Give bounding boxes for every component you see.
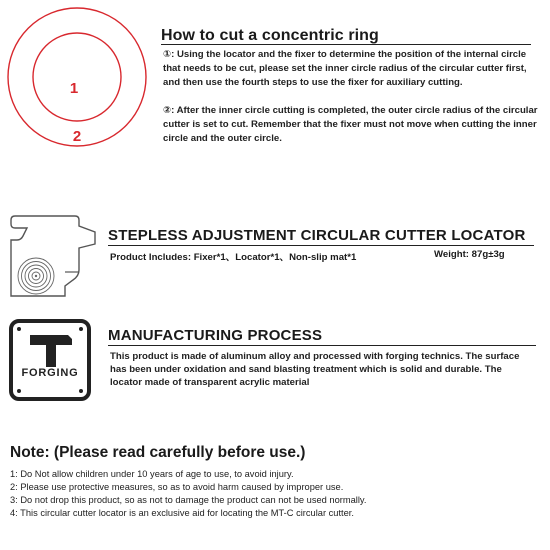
list-item: 4: This circular cutter locator is an exclusive aid for locating the MT-C circular cutter. (10, 508, 354, 518)
outer-circle-label: 2 (72, 128, 82, 145)
step-2-text: ②: After the inner circle cutting is completed, the outer circle radius of the circular cutter is set to cut. Remember that the fixer must not move when cutting the inner circle and the outer circle. (163, 105, 538, 144)
title-divider (161, 44, 531, 45)
list-item: 2: Please use protective measures, so as to avoid harm caused by improper use. (10, 482, 344, 492)
rivet-dot (17, 389, 21, 393)
forging-hammer-icon (9, 319, 91, 401)
rivet-dot (17, 327, 21, 331)
concentric-rings-diagram (6, 6, 148, 148)
title-divider (108, 245, 534, 246)
list-item: 1: Do Not allow children under 10 years of age to use, to avoid injury. (10, 469, 294, 479)
note-list (10, 468, 545, 520)
section-title-locator: STEPLESS ADJUSTMENT CIRCULAR CUTTER LOCATOR (108, 227, 526, 244)
list-item: 3: Do not drop this product, so as not to damage the product can not be used normally. (10, 495, 367, 505)
note-title: Note: (Please read carefully before use.) (10, 444, 306, 461)
rivet-dot (79, 327, 83, 331)
step-1-text: ①: Using the locator and the fixer to determine the position of the internal circle that needs to be cut, please set the inner circle radius of the circular cutter first, and then use the fourth steps to use the fixer for auxiliary cutting. (163, 49, 527, 88)
cutter-locator-icon (9, 214, 99, 298)
product-includes: Product Includes: Fixer*1、Locator*1、Non-slip mat*1 (110, 252, 357, 263)
manufacturing-text: This product is made of aluminum alloy and processed with forging technics. The surface has been under oxidation and sand blasting treatment which is solid and durable. The locator made of transparent acrylic material (110, 351, 520, 388)
section-title-concentric-ring: How to cut a concentric ring (161, 27, 379, 44)
product-weight: Weight: 87g±3g (434, 249, 505, 260)
title-divider (108, 345, 536, 346)
section-title-manufacturing: MANUFACTURING PROCESS (108, 327, 323, 344)
forging-label: FORGING (21, 367, 79, 379)
inner-circle-label: 1 (69, 80, 79, 97)
rivet-dot (79, 389, 83, 393)
